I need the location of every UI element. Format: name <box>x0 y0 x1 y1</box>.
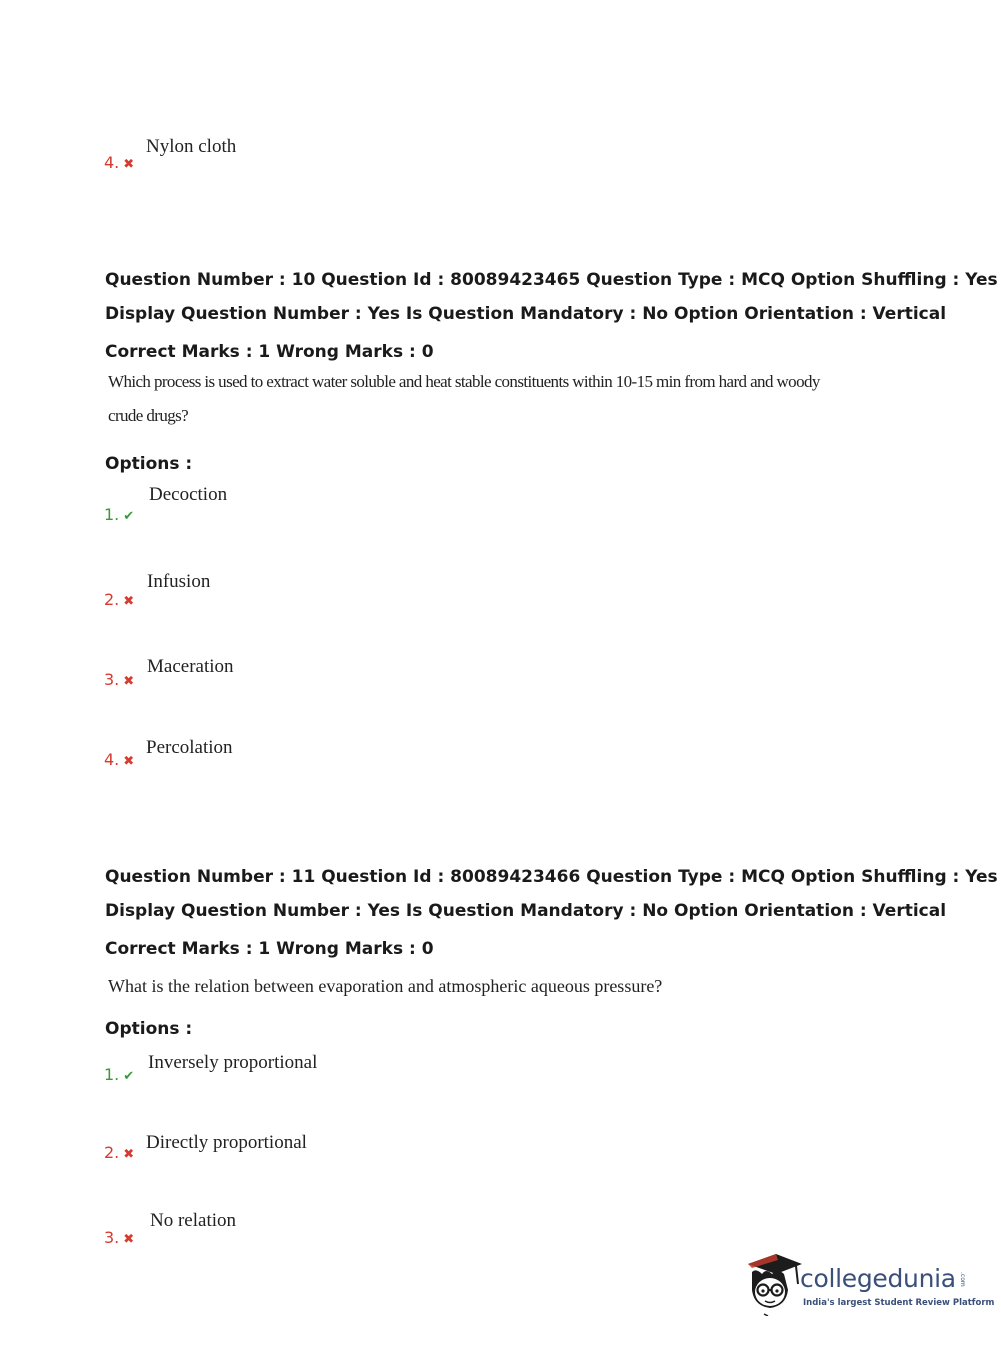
question-11-options-label: Options : <box>105 1019 193 1039</box>
question-11-text: What is the relation between evaporation and atmospheric aqueous pressure? <box>108 976 663 996</box>
question-10-option-2-text: Infusion <box>147 571 211 592</box>
question-10-meta-line-2: Display Question Number : Yes Is Question Mandatory : No Option Orientation : Vertical <box>105 304 947 324</box>
question-10-option-1-text: Decoction <box>149 484 228 505</box>
mascot-logo-icon <box>742 1250 804 1316</box>
question-11-meta-line-1: Question Number : 11 Question Id : 80089423466 Question Type : MCQ Option Shuffling : Yes <box>105 867 998 887</box>
cross-icon: ✖ <box>123 1232 135 1247</box>
cross-icon: ✖ <box>123 674 135 689</box>
question-10-text-line-1: Which process is used to extract water soluble and heat stable constituents within 10-15 min from hard and woody <box>108 372 820 391</box>
question-10-option-4-text: Percolation <box>146 737 233 758</box>
question-11-meta-line-2: Display Question Number : Yes Is Question Mandatory : No Option Orientation : Vertical <box>105 901 947 921</box>
question-10-meta-line-1: Question Number : 10 Question Id : 80089423465 Question Type : MCQ Option Shuffling : Yes <box>105 270 998 290</box>
cross-icon: ✖ <box>123 1147 135 1162</box>
question-10-option-3-number: 3. ✖ <box>104 670 135 689</box>
cross-icon: ✖ <box>123 594 135 609</box>
brand-name: collegedunia <box>800 1264 956 1293</box>
brand-suffix: .com <box>959 1272 966 1287</box>
question-11-option-2-number: 2. ✖ <box>104 1143 135 1162</box>
question-11-option-1-number: 1. ✔ <box>104 1065 135 1084</box>
prev-option-4-number: 4. ✖ <box>104 153 135 172</box>
cross-icon: ✖ <box>123 754 135 769</box>
question-10-option-2-number: 2. ✖ <box>104 590 135 609</box>
question-10-option-1-number: 1. ✔ <box>104 505 135 524</box>
question-11-option-3-number: 3. ✖ <box>104 1228 135 1247</box>
question-10-marks: Correct Marks : 1 Wrong Marks : 0 <box>105 342 434 362</box>
question-11-option-2-text: Directly proportional <box>146 1132 307 1153</box>
question-10-option-4-number: 4. ✖ <box>104 750 135 769</box>
prev-option-4-text: Nylon cloth <box>146 136 237 157</box>
brand-tagline: India's largest Student Review Platform <box>803 1298 995 1308</box>
question-11-option-1-text: Inversely proportional <box>148 1052 318 1073</box>
question-10-text-line-2: crude drugs? <box>108 406 189 425</box>
question-11-marks: Correct Marks : 1 Wrong Marks : 0 <box>105 939 434 959</box>
checkmark-icon: ✔ <box>123 1069 135 1084</box>
question-10-option-3-text: Maceration <box>147 656 234 677</box>
checkmark-icon: ✔ <box>123 509 135 524</box>
question-11-option-3-text: No relation <box>150 1210 237 1231</box>
question-10-options-label: Options : <box>105 454 193 474</box>
collegedunia-watermark <box>742 1250 995 1320</box>
cross-icon: ✖ <box>123 157 135 172</box>
